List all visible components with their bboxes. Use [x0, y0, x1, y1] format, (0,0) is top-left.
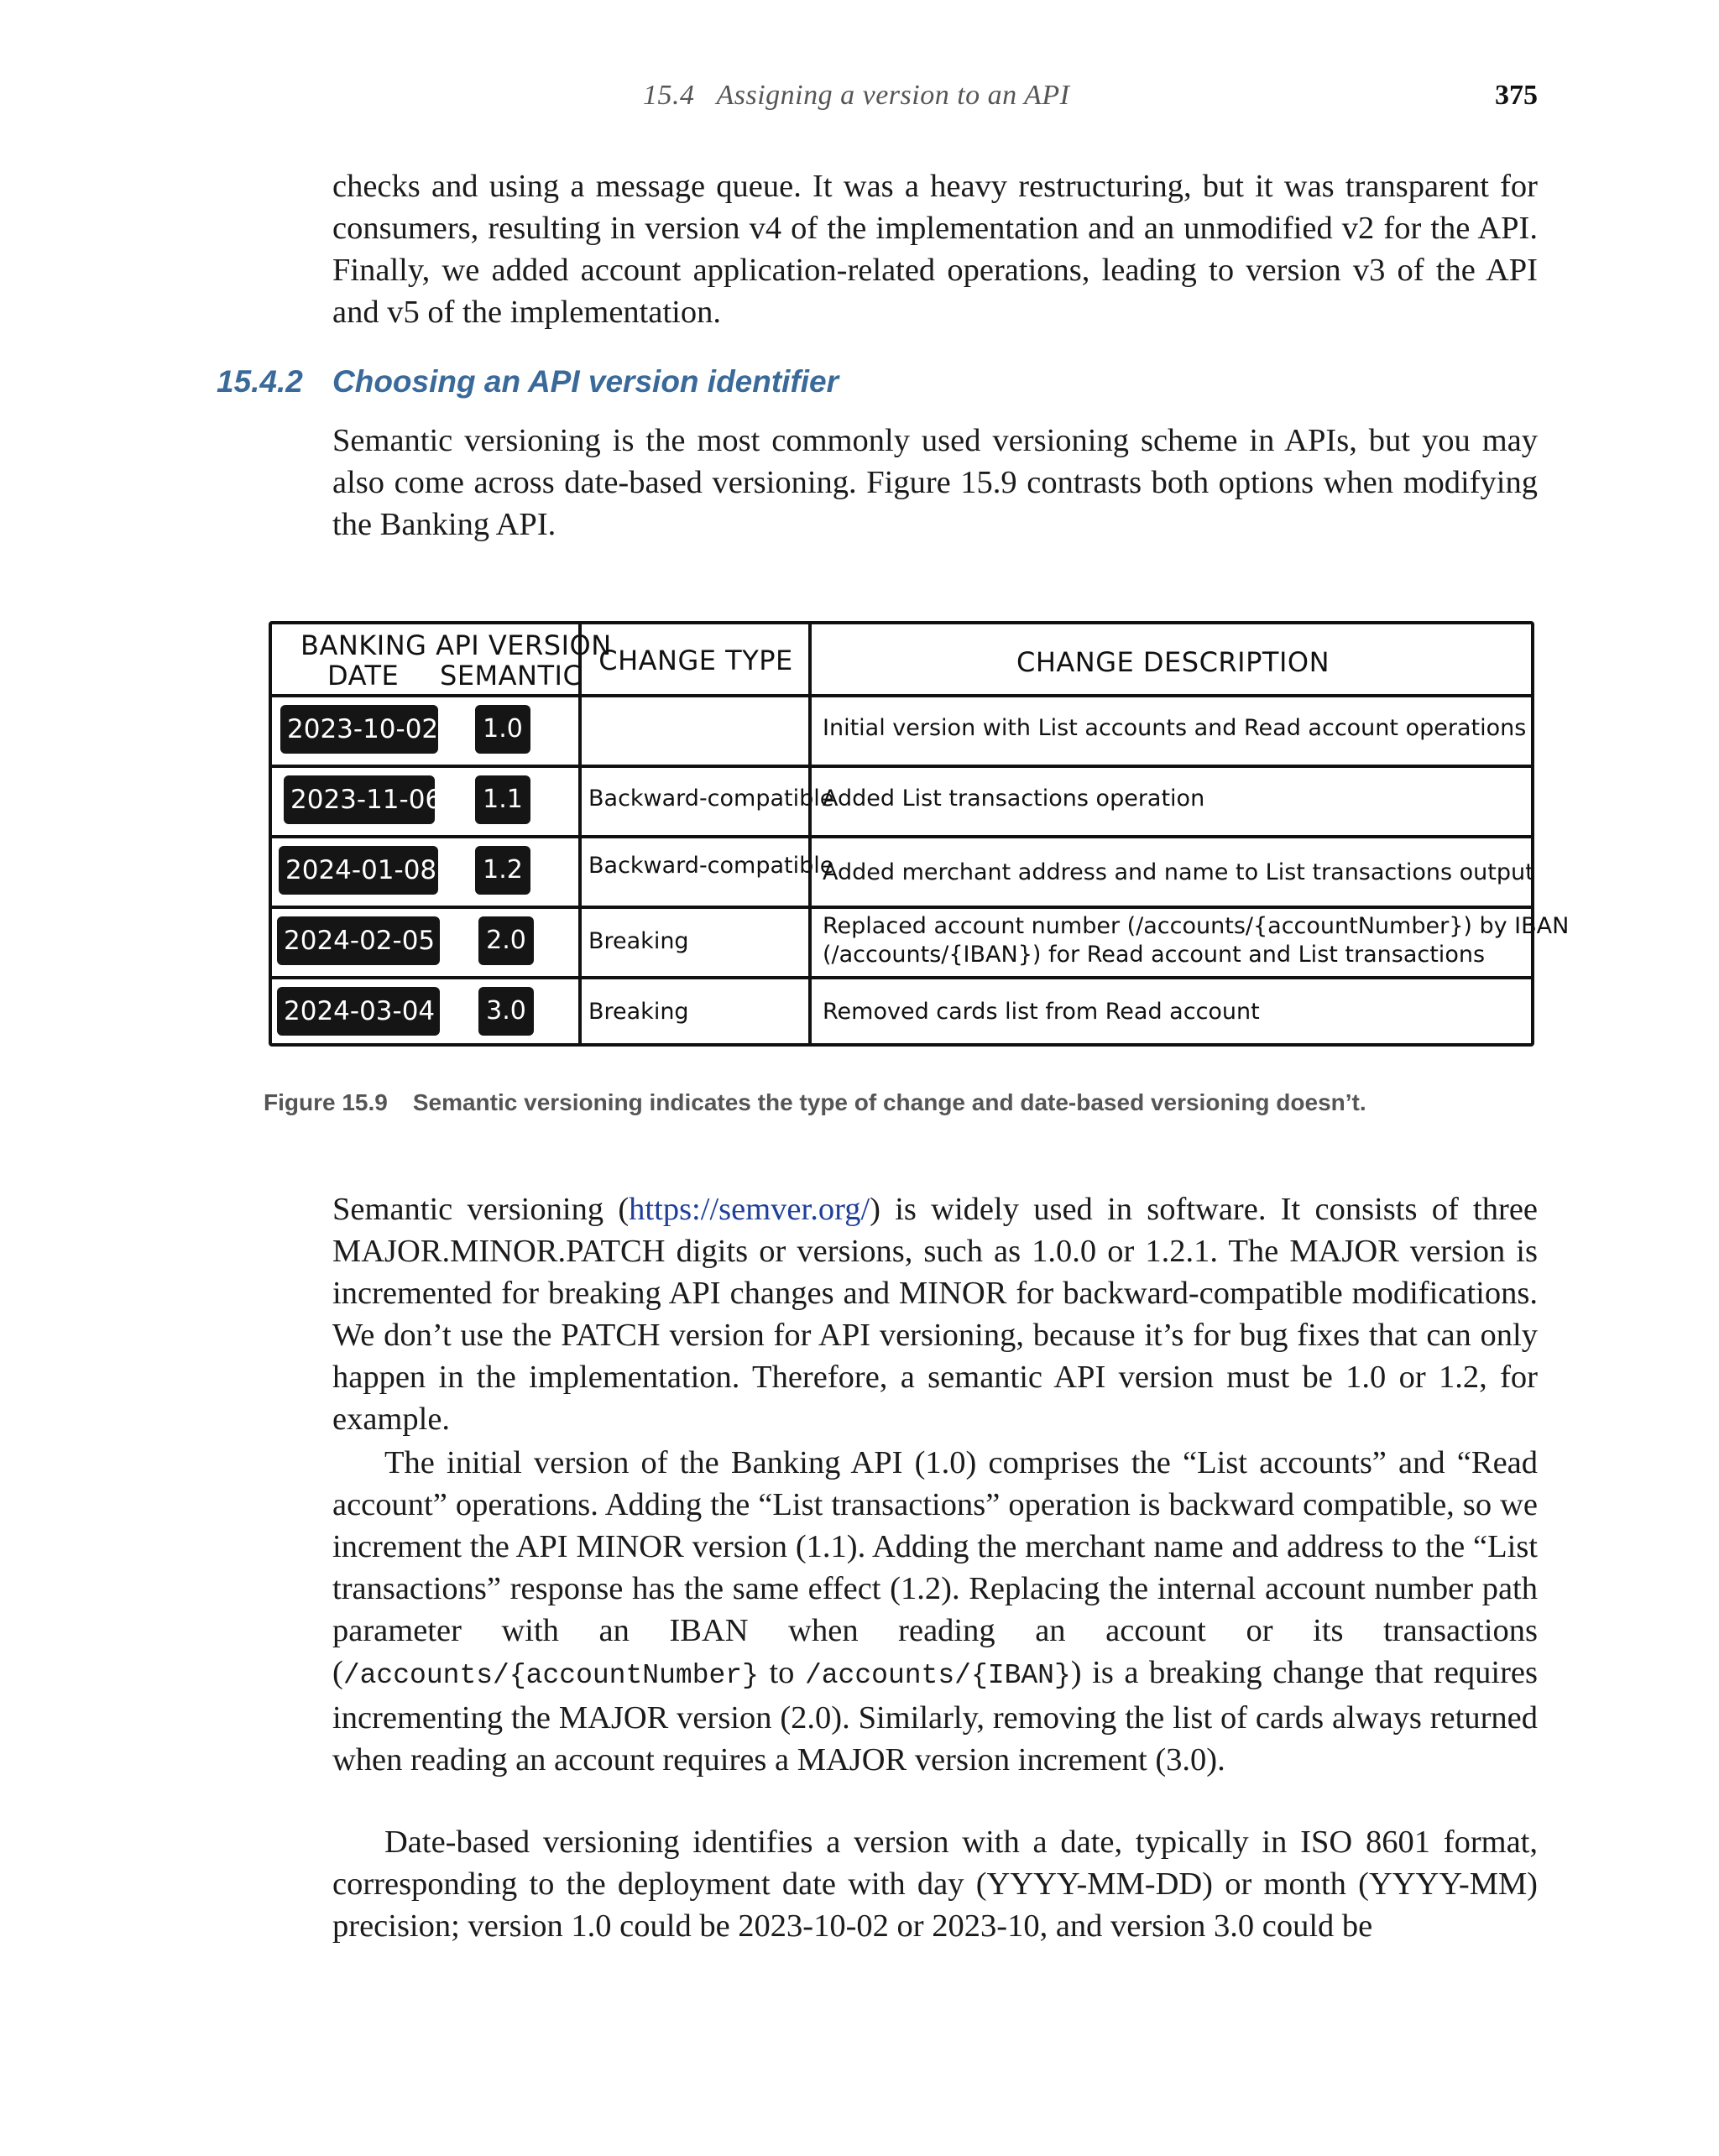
code-accounts-number: /accounts/{accountNumber} [342, 1660, 759, 1691]
change-type-cell: Backward-compatible [588, 786, 834, 812]
date-version-badge: 2024-01-08 [279, 846, 438, 895]
semver-text-start: Semantic versioning ( [332, 1192, 630, 1227]
header-change-description: CHANGE DESCRIPTION [1016, 646, 1330, 678]
change-description-cell: Added merchant address and name to List transactions output [823, 859, 1534, 885]
semver-link[interactable]: https://semver.org/ [629, 1192, 870, 1227]
initial-text-3: ) is a breaking change that requires incrementing the MAJOR version (2.0). Similarly, removing the list of cards always returned when reading an account requires a MAJOR version increment (3.0). [332, 1655, 1538, 1778]
date-version-badge: 2023-10-02 [280, 705, 438, 754]
row-divider [272, 835, 1531, 838]
change-description-cell: Replaced account number (/accounts/{accountNumber}) by IBAN [823, 913, 1570, 939]
initial-text-1: The initial version of the Banking API (1.0) comprises the “List accounts” and “Read account” operations. Adding the “List transactions” operation is backward compatible, so we increment the API MINOR version (1.1). Adding the merchant name and address to the “List transactions” response has the same effect (1.2). Replacing the internal account number path parameter with an IBAN when reading an account or its transactions ( [332, 1445, 1538, 1690]
change-type-cell: Breaking [588, 928, 689, 954]
section-intro-paragraph: Semantic versioning is the most commonly used versioning scheme in APIs, but you may also come across date-based versioning. Figure 15.9 contrasts both options when modifying the Banking API. [332, 423, 1538, 542]
row-divider [272, 694, 1531, 697]
section-heading [217, 364, 1560, 411]
figure-version-table [269, 621, 1570, 1047]
change-description-cell: Removed cards list from Read account [823, 999, 1260, 1025]
semantic-version-badge: 3.0 [478, 987, 534, 1036]
date-based-paragraph: Date-based versioning identifies a version with a date, typically in ISO 8601 format, corresponding to the deployment date with day (YYYY-MM-DD) or month (YYYY-MM) precision; version 1.0 could be 2023-10-02 or 2023-10, and version 3.0 could be [332, 1825, 1538, 1944]
section-number: 15.4.2 [217, 364, 303, 399]
change-type-cell: Breaking [588, 999, 689, 1025]
column-divider [808, 624, 812, 1043]
date-version-badge: 2023-11-06 [284, 775, 435, 824]
header-date: DATE [327, 660, 400, 692]
semantic-version-badge: 1.2 [475, 846, 530, 895]
page-number: 375 [1495, 80, 1538, 111]
header-semantic: SEMANTIC [440, 660, 583, 692]
semantic-version-badge: 1.0 [475, 705, 530, 754]
intro-paragraph: checks and using a message queue. It was a heavy restructuring, but it was transparent for consumers, resulting in version v4 of the implementation and an unmodified v2 for the API. Finally, we added account application-related operations, leading to version v3 of the API and v5 of the implementation. [332, 169, 1538, 330]
change-description-cell-continued: (/accounts/{IBAN}) for Read account and List transactions [823, 942, 1486, 968]
semantic-version-badge: 1.1 [475, 775, 530, 824]
code-accounts-iban: /accounts/{IBAN} [804, 1660, 1071, 1691]
change-type-cell: Backward-compatible [588, 853, 834, 879]
semver-text-end: ) is widely used in software. It consists of three MAJOR.MINOR.PATCH digits or versions, such as 1.0.0 or 1.2.1. The MAJOR version is incremented for breaking API changes and MINOR for backward-compatible modifications. We don’t use the PATCH version for API versioning, because it’s for bug fixes that can only happen in the implementation. Therefore, a semantic API version must be 1.0 or 1.2, for example. [332, 1192, 1538, 1437]
change-description-cell: Initial version with List accounts and Read account operations [823, 715, 1527, 741]
running-section-title: Assigning a version to an API [716, 80, 1070, 111]
initial-version-paragraph [332, 1442, 1538, 1781]
figure-caption-text: Semantic versioning indicates the type of change and date-based versioning doesn’t. [412, 1089, 1366, 1115]
header-change-type: CHANGE TYPE [598, 645, 793, 676]
figure-caption [264, 1089, 1607, 1123]
row-divider [272, 906, 1531, 909]
header-version-group: BANKING API VERSION [300, 629, 612, 661]
date-version-badge: 2024-03-04 [277, 987, 440, 1036]
date-version-badge: 2024-02-05 [277, 916, 440, 965]
running-header [0, 80, 1719, 122]
initial-text-2: to [758, 1655, 805, 1690]
running-title [643, 80, 1069, 112]
section-title: Choosing an API version identifier [332, 364, 839, 399]
semantic-version-badge: 2.0 [478, 916, 534, 965]
running-section-number: 15.4 [643, 80, 695, 111]
semver-paragraph [332, 1188, 1538, 1440]
change-description-cell: Added List transactions operation [823, 786, 1205, 812]
row-divider [272, 765, 1531, 768]
figure-caption-label: Figure 15.9 [264, 1089, 388, 1115]
row-divider [272, 976, 1531, 979]
